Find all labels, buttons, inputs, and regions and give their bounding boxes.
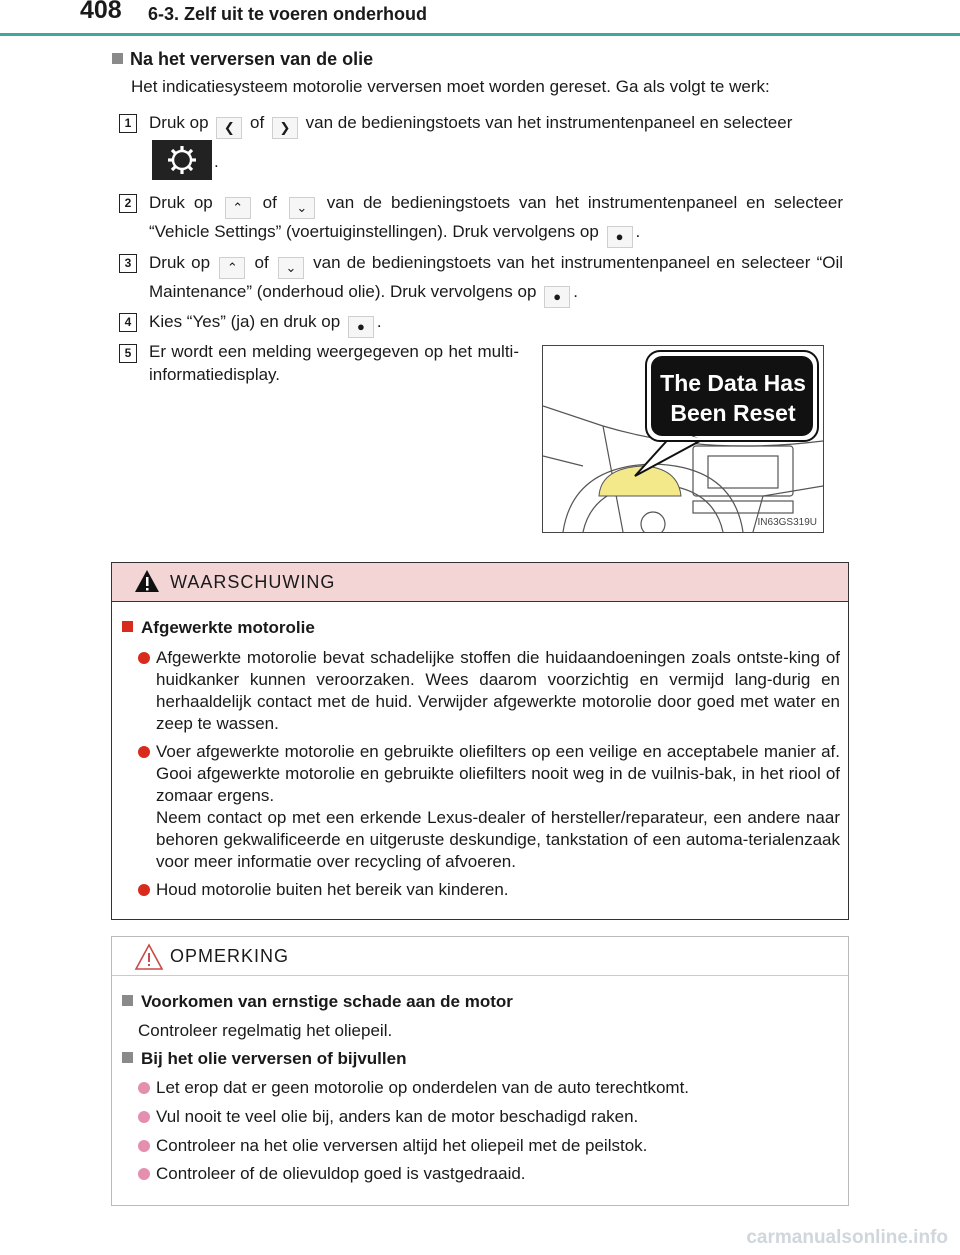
step-number: 2 — [119, 194, 137, 213]
step-4: 4 Kies “Yes” (ja) en druk op ● . — [119, 309, 843, 338]
step-1-period: . — [214, 152, 219, 171]
square-bullet-icon — [112, 53, 123, 64]
note-bullet-4: Controleer of de olievuldop goed is vastgedraaid. — [138, 1163, 840, 1185]
pink-bullet-icon — [138, 1168, 150, 1180]
note-bullet-3: Controleer na het olie verversen altijd het oliepeil met de peilstok. — [138, 1135, 840, 1157]
note-header — [112, 937, 848, 976]
enter-dot-key-icon: ● — [544, 286, 570, 308]
right-arrow-key-icon: ❯ — [272, 117, 298, 139]
pink-bullet-icon — [138, 1140, 150, 1152]
chapter-title: 6-3. Zelf uit te voeren onderhoud — [148, 4, 428, 24]
watermark: carmanualsonline.info — [746, 1227, 948, 1248]
warning-triangle-icon — [134, 569, 160, 593]
reset-message-bubble: The Data Has Been Reset — [660, 370, 806, 426]
step-5: 5 Er wordt een melding weergegeven op het multi-informatiedisplay. — [119, 340, 519, 386]
note-subtitle-1: Voorkomen van ernstige schade aan de motor — [122, 992, 513, 1012]
red-bullet-icon — [138, 884, 150, 896]
pink-bullet-icon — [138, 1111, 150, 1123]
warning-bullet-1: Afgewerkte motorolie bevat schadelijke stoffen die huidaandoeningen zoals ontste-king of huidkanker kunnen veroorzaken. Wees daarom voorzichtig en vermijd lang-durig en herhaaldelijk contact met de huid. Verwijder afgewerkte motorolie door goed met water en zeep te wassen. — [138, 647, 840, 735]
page-number: 408 — [80, 0, 122, 24]
warning-bullet-3: Houd motorolie buiten het bereik van kinderen. — [138, 879, 840, 901]
dashboard-illustration — [542, 345, 824, 533]
section-title: Na het verversen van de olie — [112, 49, 373, 70]
settings-gear-icon — [152, 140, 212, 180]
caution-triangle-outline-icon — [134, 943, 164, 971]
red-bullet-icon — [138, 746, 150, 758]
page-header — [0, 0, 960, 36]
left-arrow-key-icon: ❮ — [216, 117, 242, 139]
step-number: 4 — [119, 313, 137, 332]
warning-header — [112, 563, 848, 602]
step-number: 3 — [119, 254, 137, 273]
note-title: OPMERKING — [170, 946, 290, 966]
square-bullet-icon — [122, 995, 133, 1006]
down-arrow-key-icon: ⌄ — [289, 197, 315, 219]
red-square-bullet-icon — [122, 621, 133, 632]
pink-bullet-icon — [138, 1082, 150, 1094]
note-subtitle-2: Bij het olie verversen of bijvullen — [122, 1049, 406, 1069]
step-number: 1 — [119, 114, 137, 133]
red-bullet-icon — [138, 652, 150, 664]
step-number: 5 — [119, 344, 137, 363]
step-3: 3 Druk op ⌃ of ⌄ van de bedieningstoets van het instrumentenpaneel en selecteer “Oil Maintenance” (onderhoud olie). Druk vervolgens op ● . — [119, 250, 843, 308]
warning-box — [111, 562, 849, 920]
note-box — [111, 936, 849, 1206]
section-intro: Het indicatiesysteem motorolie verversen moet worden gereset. Ga als volgt te werk: — [131, 77, 770, 96]
square-bullet-icon — [122, 1052, 133, 1063]
enter-dot-key-icon: ● — [607, 226, 633, 248]
note-sub1-text: Controleer regelmatig het oliepeil. — [138, 1021, 393, 1040]
up-arrow-key-icon: ⌃ — [219, 257, 245, 279]
warning-bullet-2: Voer afgewerkte motorolie en gebruikte oliefilters op een veilige en acceptabele manier af. Gooi afgewerkte motorolie en gebruikte oliefilters nooit weg in de vuilnis-bak, in het riool of zomaar ergens. Neem contact op met een erkende Lexus-dealer of hersteller/reparateur, een andere naar behoren gekwalificeerde en uitgeruste deskundige, tankstation of een automa-terialenzaak voor meer informatie over recycling of afvoeren. — [138, 741, 840, 873]
step-2: 2 Druk op ⌃ of ⌄ van de bedieningstoets van het instrumentenpaneel en selecteer “Vehicle Settings” (voertuiginstellingen). Druk vervolgens op ● . — [119, 190, 843, 248]
header-rule — [0, 33, 960, 36]
note-bullet-2: Vul nooit te veel olie bij, anders kan de motor beschadigd raken. — [138, 1106, 840, 1128]
enter-dot-key-icon: ● — [348, 316, 374, 338]
warning-subtitle: Afgewerkte motorolie — [122, 618, 315, 638]
down-arrow-key-icon: ⌄ — [278, 257, 304, 279]
illustration-code: IN63GS319U — [757, 517, 817, 528]
warning-title: WAARSCHUWING — [170, 572, 336, 592]
note-bullet-1: Let erop dat er geen motorolie op onderdelen van de auto terechtkomt. — [138, 1077, 840, 1099]
step-1: 1 Druk op ❮ of ❯ van de bedieningstoets van het instrumentenpaneel en selecteer — [119, 110, 843, 139]
up-arrow-key-icon: ⌃ — [225, 197, 251, 219]
